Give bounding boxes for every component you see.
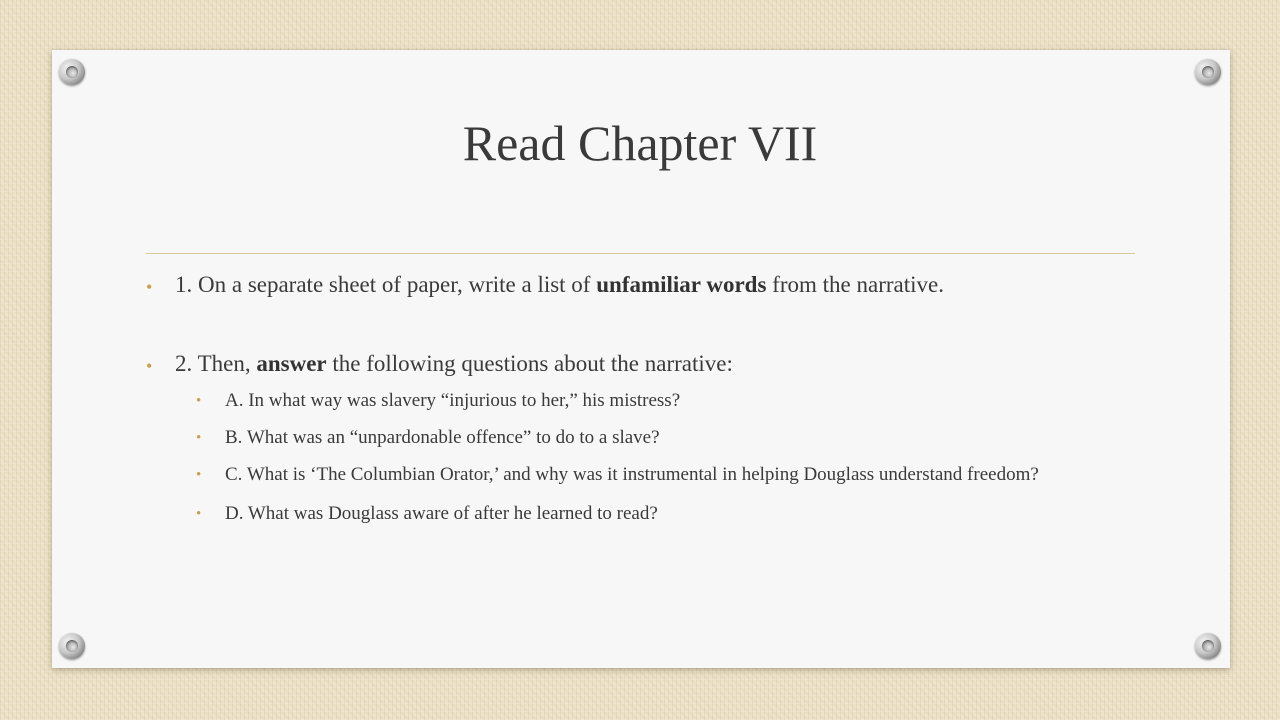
title-divider	[146, 253, 1135, 254]
list-item	[146, 272, 1136, 298]
grommet-icon	[59, 633, 85, 659]
question-text: B. What was an “unpardonable offence” to do to a slave?	[225, 427, 660, 448]
bullet-icon: •	[196, 393, 202, 409]
item-text-before: 1. On a separate sheet of paper, write a list of	[175, 272, 597, 297]
grommet-icon	[1195, 633, 1221, 659]
list-item	[146, 351, 1136, 377]
question-text: C. What is ‘The Columbian Orator,’ and why was it instrumental in helping Douglass understand freedom?	[225, 464, 1039, 485]
slide-title: Read Chapter VII	[462, 115, 818, 171]
bullet-icon: •	[196, 430, 202, 446]
bullet-icon: •	[146, 356, 153, 376]
bullet-list	[146, 268, 1136, 525]
sub-list-item	[196, 464, 1136, 486]
item-text-after: the following questions about the narrative:	[326, 351, 733, 376]
bullet-icon: •	[146, 277, 153, 297]
bullet-icon: •	[196, 467, 202, 483]
item-text-before: 2. Then,	[175, 351, 257, 376]
item-text-bold: unfamiliar words	[596, 272, 767, 297]
sub-list-item	[196, 503, 1136, 525]
item-text-after: from the narrative.	[766, 272, 944, 297]
grommet-icon	[59, 59, 85, 85]
sub-list-item	[196, 427, 1136, 449]
item-text-bold: answer	[256, 351, 327, 376]
sub-list-item	[196, 390, 1136, 412]
question-text: D. What was Douglass aware of after he learned to read?	[225, 503, 658, 524]
grommet-icon	[1195, 59, 1221, 85]
bullet-icon: •	[196, 506, 202, 522]
question-text: A. In what way was slavery “injurious to her,” his mistress?	[225, 390, 681, 411]
